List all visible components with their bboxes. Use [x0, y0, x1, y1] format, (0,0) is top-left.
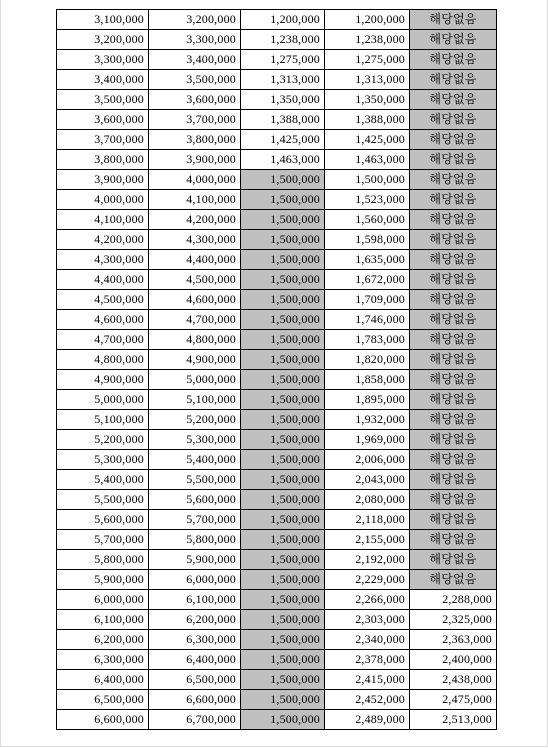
table-cell-col2: 6,200,000 [149, 610, 241, 630]
table-cell-col1: 5,200,000 [57, 430, 149, 450]
table-cell-col1: 3,100,000 [57, 10, 149, 30]
table-row [57, 590, 497, 610]
table-row [57, 570, 497, 590]
table-cell-col3: 1,500,000 [241, 610, 325, 630]
amount-table [56, 9, 497, 730]
table-row [57, 150, 497, 170]
table-cell-col1: 5,000,000 [57, 390, 149, 410]
table-row [57, 230, 497, 250]
table-cell-col5: 2,400,000 [410, 650, 497, 670]
table-cell-col4: 2,489,000 [325, 710, 410, 730]
table-cell-col5: 해당없음 [410, 530, 497, 550]
table-cell-col2: 5,000,000 [149, 370, 241, 390]
table-cell-col5: 해당없음 [410, 490, 497, 510]
table-cell-col5: 해당없음 [410, 170, 497, 190]
table-cell-col5: 2,363,000 [410, 630, 497, 650]
table-cell-col2: 5,600,000 [149, 490, 241, 510]
table-row [57, 10, 497, 30]
table-cell-col1: 5,600,000 [57, 510, 149, 530]
table-cell-col1: 4,700,000 [57, 330, 149, 350]
table-cell-col2: 4,100,000 [149, 190, 241, 210]
table-cell-col2: 6,500,000 [149, 670, 241, 690]
table-cell-col5: 해당없음 [410, 510, 497, 530]
table-cell-col4: 1,500,000 [325, 170, 410, 190]
table-row [57, 270, 497, 290]
table-cell-col2: 6,100,000 [149, 590, 241, 610]
table-cell-col1: 5,900,000 [57, 570, 149, 590]
table-cell-col5: 해당없음 [410, 410, 497, 430]
table-cell-col4: 1,709,000 [325, 290, 410, 310]
table-cell-col3: 1,500,000 [241, 230, 325, 250]
table-cell-col4: 2,118,000 [325, 510, 410, 530]
table-cell-col1: 4,200,000 [57, 230, 149, 250]
table-cell-col2: 6,400,000 [149, 650, 241, 670]
table-cell-col4: 2,303,000 [325, 610, 410, 630]
table-cell-col3: 1,500,000 [241, 330, 325, 350]
table-cell-col5: 해당없음 [410, 310, 497, 330]
table-cell-col5: 해당없음 [410, 10, 497, 30]
table-row [57, 650, 497, 670]
table-cell-col3: 1,500,000 [241, 430, 325, 450]
table-cell-col2: 3,400,000 [149, 50, 241, 70]
table-row [57, 90, 497, 110]
table-row [57, 290, 497, 310]
table-cell-col5: 해당없음 [410, 70, 497, 90]
table-cell-col1: 3,900,000 [57, 170, 149, 190]
table-cell-col3: 1,500,000 [241, 590, 325, 610]
table-cell-col4: 1,275,000 [325, 50, 410, 70]
table-row [57, 690, 497, 710]
table-row [57, 310, 497, 330]
table-cell-col4: 1,672,000 [325, 270, 410, 290]
table-row [57, 330, 497, 350]
table-cell-col1: 6,500,000 [57, 690, 149, 710]
table-cell-col5: 해당없음 [410, 150, 497, 170]
table-cell-col4: 1,388,000 [325, 110, 410, 130]
table-cell-col2: 5,700,000 [149, 510, 241, 530]
table-cell-col3: 1,500,000 [241, 710, 325, 730]
table-cell-col1: 4,600,000 [57, 310, 149, 330]
table-cell-col3: 1,425,000 [241, 130, 325, 150]
table-cell-col1: 5,300,000 [57, 450, 149, 470]
table-cell-col3: 1,388,000 [241, 110, 325, 130]
table-cell-col5: 해당없음 [410, 50, 497, 70]
table-cell-col5: 해당없음 [410, 570, 497, 590]
table-cell-col2: 5,300,000 [149, 430, 241, 450]
table-cell-col1: 3,600,000 [57, 110, 149, 130]
table-cell-col2: 4,800,000 [149, 330, 241, 350]
table-cell-col4: 1,238,000 [325, 30, 410, 50]
table-row [57, 490, 497, 510]
table-cell-col3: 1,500,000 [241, 570, 325, 590]
table-cell-col2: 4,400,000 [149, 250, 241, 270]
table-cell-col2: 4,500,000 [149, 270, 241, 290]
table-cell-col3: 1,500,000 [241, 530, 325, 550]
table-cell-col5: 해당없음 [410, 30, 497, 50]
table-cell-col2: 3,800,000 [149, 130, 241, 150]
table-cell-col3: 1,463,000 [241, 150, 325, 170]
table-cell-col3: 1,500,000 [241, 290, 325, 310]
table-row [57, 370, 497, 390]
table-cell-col1: 6,300,000 [57, 650, 149, 670]
table-cell-col1: 6,200,000 [57, 630, 149, 650]
table-row [57, 450, 497, 470]
table-cell-col1: 4,300,000 [57, 250, 149, 270]
table-cell-col1: 5,800,000 [57, 550, 149, 570]
table-cell-col4: 2,080,000 [325, 490, 410, 510]
table-cell-col4: 1,858,000 [325, 370, 410, 390]
table-cell-col5: 해당없음 [410, 90, 497, 110]
table-cell-col2: 5,800,000 [149, 530, 241, 550]
table-cell-col1: 3,700,000 [57, 130, 149, 150]
table-cell-col3: 1,500,000 [241, 350, 325, 370]
table-cell-col5: 2,513,000 [410, 710, 497, 730]
table-row [57, 390, 497, 410]
table-cell-col3: 1,500,000 [241, 370, 325, 390]
table-cell-col5: 해당없음 [410, 290, 497, 310]
table-cell-col3: 1,500,000 [241, 410, 325, 430]
table-row [57, 70, 497, 90]
table-cell-col4: 1,313,000 [325, 70, 410, 90]
table-cell-col2: 5,500,000 [149, 470, 241, 490]
table-cell-col5: 2,438,000 [410, 670, 497, 690]
table-cell-col3: 1,500,000 [241, 270, 325, 290]
table-cell-col1: 4,800,000 [57, 350, 149, 370]
table-cell-col3: 1,500,000 [241, 170, 325, 190]
table-cell-col2: 4,300,000 [149, 230, 241, 250]
table-row [57, 710, 497, 730]
table-cell-col1: 6,400,000 [57, 670, 149, 690]
table-cell-col2: 5,200,000 [149, 410, 241, 430]
table-cell-col1: 4,900,000 [57, 370, 149, 390]
table-row [57, 210, 497, 230]
table-cell-col5: 해당없음 [410, 190, 497, 210]
table-cell-col5: 2,325,000 [410, 610, 497, 630]
table-row [57, 30, 497, 50]
table-row [57, 250, 497, 270]
table-row [57, 410, 497, 430]
table-row [57, 190, 497, 210]
table-cell-col4: 1,350,000 [325, 90, 410, 110]
table-cell-col4: 2,043,000 [325, 470, 410, 490]
table-cell-col1: 3,500,000 [57, 90, 149, 110]
table-cell-col3: 1,238,000 [241, 30, 325, 50]
table-cell-col2: 6,600,000 [149, 690, 241, 710]
table-cell-col5: 해당없음 [410, 430, 497, 450]
table-cell-col4: 2,415,000 [325, 670, 410, 690]
table-row [57, 630, 497, 650]
table-cell-col2: 5,400,000 [149, 450, 241, 470]
table-cell-col5: 해당없음 [410, 470, 497, 490]
table-cell-col1: 5,500,000 [57, 490, 149, 510]
table-cell-col5: 해당없음 [410, 370, 497, 390]
table-cell-col2: 6,300,000 [149, 630, 241, 650]
table-row [57, 510, 497, 530]
table-cell-col1: 4,000,000 [57, 190, 149, 210]
table-cell-col3: 1,500,000 [241, 250, 325, 270]
table-cell-col2: 6,700,000 [149, 710, 241, 730]
table-cell-col2: 4,900,000 [149, 350, 241, 370]
table-cell-col5: 해당없음 [410, 130, 497, 150]
table-row [57, 470, 497, 490]
table-cell-col4: 1,523,000 [325, 190, 410, 210]
table-cell-col2: 3,600,000 [149, 90, 241, 110]
table-cell-col5: 해당없음 [410, 210, 497, 230]
table-row [57, 50, 497, 70]
table-cell-col3: 1,500,000 [241, 510, 325, 530]
table-cell-col3: 1,350,000 [241, 90, 325, 110]
table-cell-col5: 2,288,000 [410, 590, 497, 610]
table-cell-col2: 4,700,000 [149, 310, 241, 330]
table-row [57, 550, 497, 570]
table-cell-col2: 3,900,000 [149, 150, 241, 170]
table-cell-col4: 1,200,000 [325, 10, 410, 30]
table-cell-col5: 해당없음 [410, 230, 497, 250]
table-cell-col1: 3,200,000 [57, 30, 149, 50]
table-cell-col2: 3,500,000 [149, 70, 241, 90]
table-cell-col3: 1,200,000 [241, 10, 325, 30]
table-cell-col2: 5,900,000 [149, 550, 241, 570]
table-cell-col1: 3,300,000 [57, 50, 149, 70]
table-cell-col2: 4,000,000 [149, 170, 241, 190]
table-cell-col3: 1,500,000 [241, 550, 325, 570]
table-row [57, 170, 497, 190]
table-cell-col3: 1,313,000 [241, 70, 325, 90]
table-cell-col1: 6,000,000 [57, 590, 149, 610]
table-cell-col1: 3,800,000 [57, 150, 149, 170]
table-row [57, 430, 497, 450]
table-cell-col5: 해당없음 [410, 350, 497, 370]
table-cell-col3: 1,500,000 [241, 650, 325, 670]
table-row [57, 350, 497, 370]
table-cell-col3: 1,500,000 [241, 490, 325, 510]
table-cell-col2: 3,700,000 [149, 110, 241, 130]
table-row [57, 110, 497, 130]
table-cell-col3: 1,500,000 [241, 690, 325, 710]
table-cell-col4: 1,463,000 [325, 150, 410, 170]
table-cell-col4: 1,746,000 [325, 310, 410, 330]
table-cell-col4: 1,895,000 [325, 390, 410, 410]
table-cell-col1: 5,100,000 [57, 410, 149, 430]
table-cell-col4: 2,378,000 [325, 650, 410, 670]
table-body [57, 10, 497, 730]
table-row [57, 610, 497, 630]
table-cell-col3: 1,500,000 [241, 670, 325, 690]
table-cell-col3: 1,275,000 [241, 50, 325, 70]
table-cell-col3: 1,500,000 [241, 390, 325, 410]
table-cell-col5: 해당없음 [410, 330, 497, 350]
table-cell-col1: 4,400,000 [57, 270, 149, 290]
table-cell-col4: 2,155,000 [325, 530, 410, 550]
table-cell-col1: 6,100,000 [57, 610, 149, 630]
table-cell-col1: 4,500,000 [57, 290, 149, 310]
table-cell-col2: 4,200,000 [149, 210, 241, 230]
table-cell-col1: 5,700,000 [57, 530, 149, 550]
table-cell-col1: 3,400,000 [57, 70, 149, 90]
table-row [57, 130, 497, 150]
table-cell-col4: 1,969,000 [325, 430, 410, 450]
table-cell-col4: 2,266,000 [325, 590, 410, 610]
table-cell-col3: 1,500,000 [241, 450, 325, 470]
table-cell-col1: 6,600,000 [57, 710, 149, 730]
table-cell-col4: 2,229,000 [325, 570, 410, 590]
table-cell-col4: 1,820,000 [325, 350, 410, 370]
table-cell-col4: 1,425,000 [325, 130, 410, 150]
table-cell-col4: 2,006,000 [325, 450, 410, 470]
table-cell-col4: 2,192,000 [325, 550, 410, 570]
table-cell-col5: 해당없음 [410, 110, 497, 130]
table-cell-col4: 1,635,000 [325, 250, 410, 270]
table-cell-col3: 1,500,000 [241, 310, 325, 330]
table-cell-col3: 1,500,000 [241, 630, 325, 650]
table-cell-col4: 1,598,000 [325, 230, 410, 250]
table-cell-col5: 해당없음 [410, 270, 497, 290]
table-cell-col4: 1,932,000 [325, 410, 410, 430]
table-cell-col2: 4,600,000 [149, 290, 241, 310]
table-row [57, 530, 497, 550]
table-cell-col2: 6,000,000 [149, 570, 241, 590]
table-cell-col3: 1,500,000 [241, 190, 325, 210]
table-cell-col1: 4,100,000 [57, 210, 149, 230]
table-cell-col5: 해당없음 [410, 250, 497, 270]
table-cell-col3: 1,500,000 [241, 470, 325, 490]
table-cell-col3: 1,500,000 [241, 210, 325, 230]
table-cell-col2: 3,300,000 [149, 30, 241, 50]
table-cell-col4: 2,340,000 [325, 630, 410, 650]
table-cell-col1: 5,400,000 [57, 470, 149, 490]
table-cell-col2: 3,200,000 [149, 10, 241, 30]
table-cell-col4: 2,452,000 [325, 690, 410, 710]
table-cell-col5: 해당없음 [410, 550, 497, 570]
table-cell-col4: 1,783,000 [325, 330, 410, 350]
table-cell-col4: 1,560,000 [325, 210, 410, 230]
table-cell-col5: 2,475,000 [410, 690, 497, 710]
table-cell-col5: 해당없음 [410, 390, 497, 410]
table-row [57, 670, 497, 690]
table-cell-col5: 해당없음 [410, 450, 497, 470]
table-cell-col2: 5,100,000 [149, 390, 241, 410]
